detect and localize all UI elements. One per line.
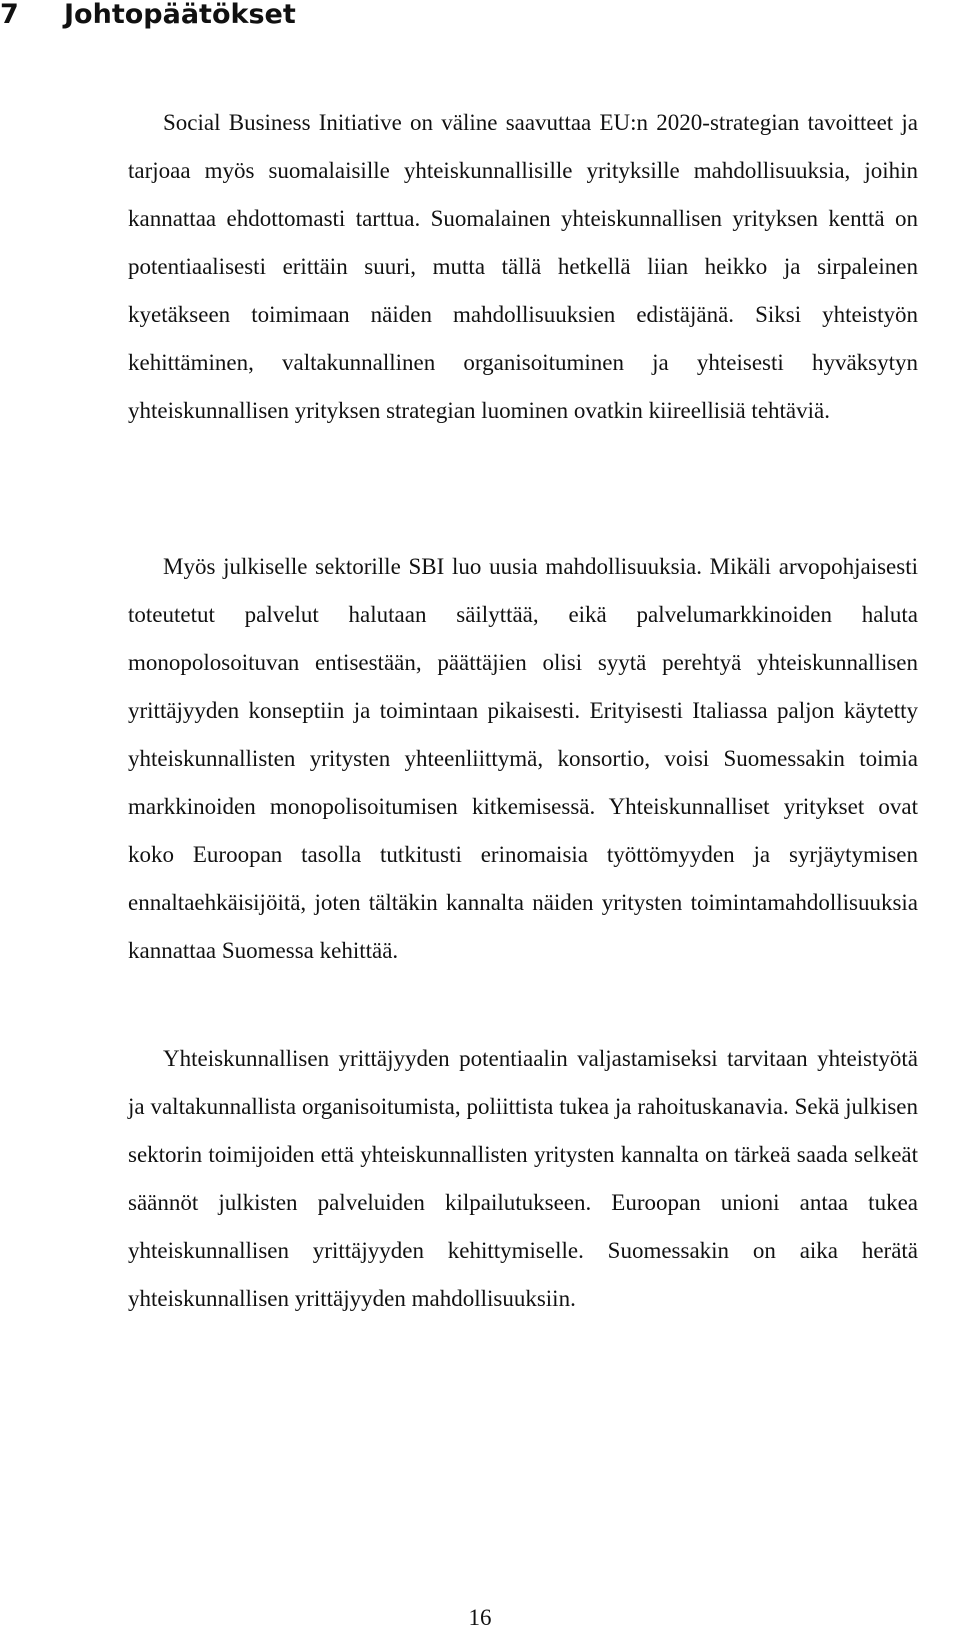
page-number: 16 [468, 1605, 492, 1630]
chapter-title: Johtopäätökset [64, 0, 296, 30]
chapter-heading [0, 0, 296, 30]
chapter-number: 7 [0, 0, 19, 30]
paragraph-3: Yhteiskunnallisen yrittäjyyden potentiaalin valjastamiseksi tarvitaan yhteistyötä ja valtakunnallista organisoitumista, poliittista tukea ja rahoituskanavia. Sekä julkisen sektorin toimijoiden että yhteiskunnallisten yritysten kannalta on tärkeä saada selkeät säännöt julkisten palveluiden kilpailutukseen. Euroopan unioni antaa tukea yhteiskunnallisen yrittäjyyden kehittymiselle. Suomessakin on aika herätä yhteiskunnallisen yrittäjyyden mahdollisuuksiin. [128, 1046, 918, 1311]
paragraph-1: Social Business Initiative on väline saavuttaa EU:n 2020-strategian tavoitteet ja tarjoaa myös suomalaisille yhteiskunnallisille yrityksille mahdollisuuksia, joihin kannattaa ehdottomasti tarttua. Suomalainen yhteiskunnallisen yrityksen kenttä on potentiaalisesti erittäin suuri, mutta tällä hetkellä liian heikko ja sirpaleinen kyetäkseen toimimaan näiden mahdollisuuksien edistäjänä. Siksi yhteistyön kehittäminen, valtakunnallinen organisoituminen ja yhteisesti hyväksytyn yhteiskunnallisen yrityksen strategian luominen ovatkin kiireellisiä tehtäviä. [128, 110, 918, 423]
paragraph-2: Myös julkiselle sektorille SBI luo uusia mahdollisuuksia. Mikäli arvopohjaisesti toteutetut palvelut halutaan säilyttää, eikä palvelumarkkinoiden haluta monopolosoituvan entisestään, päättäjien olisi syytä perehtyä yhteiskunnallisen yrittäjyyden konseptiin ja toimintaan pikaisesti. Erityisesti Italiassa paljon käytetty yhteiskunnallisten yritysten yhteenliittymä, konsortio, voisi Suomessakin toimia markkinoiden monopolisoitumisen kitkemisessä. Yhteiskunnalliset yritykset ovat koko Euroopan tasolla tutkitusti erinomaisia työttömyyden ja syrjäytymisen ennaltaehkäisijöitä, joten tältäkin kannalta näiden yritysten toimintamahdollisuuksia kannattaa Suomessa kehittää. [128, 554, 918, 963]
